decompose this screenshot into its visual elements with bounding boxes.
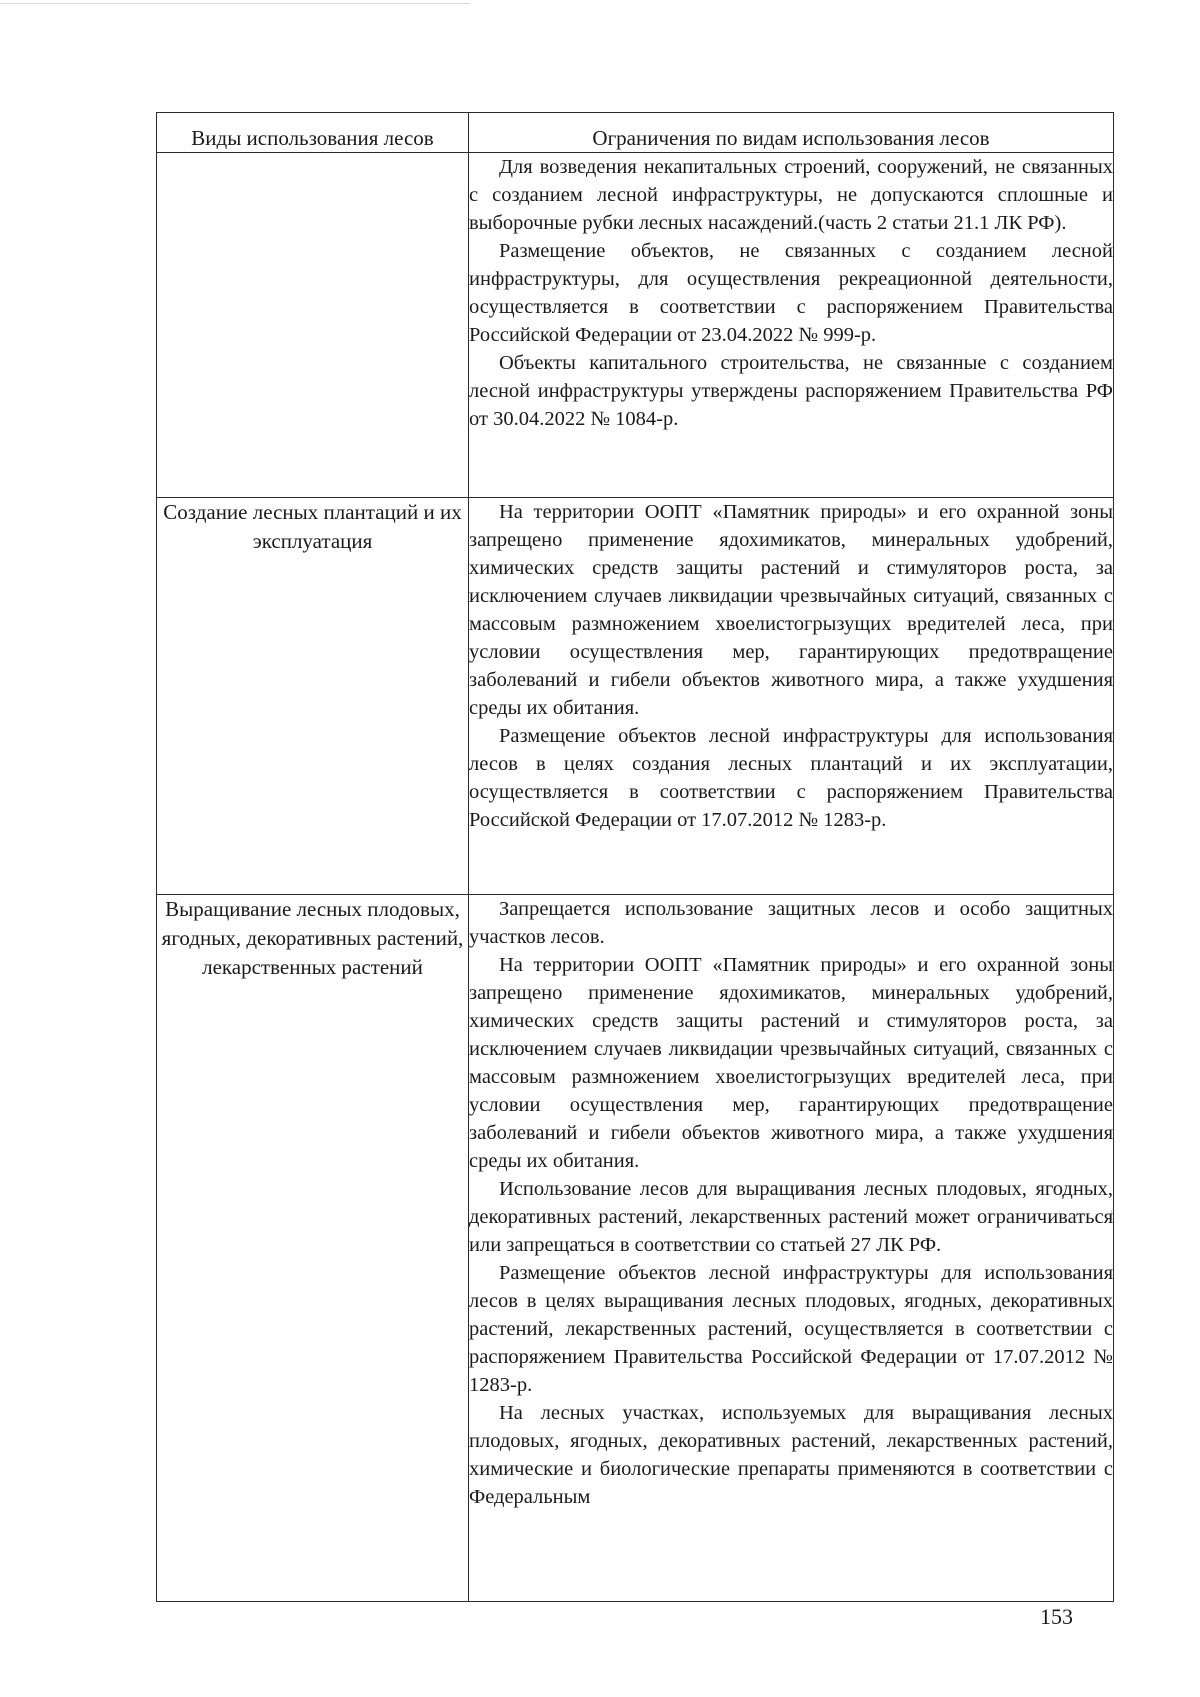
restrictions-cell bbox=[469, 153, 1114, 498]
page-number: 153 bbox=[1040, 1604, 1073, 1629]
table-header-row bbox=[157, 113, 1114, 153]
restriction-paragraph: Размещение объектов лесной инфраструктуры для использования лесов в целях создания лесных плантаций и их эксплуатации, осуществляется в соответствии с распоряжением Правительства Российской Федерации от 17.07.2012 № 1283-р. bbox=[469, 725, 1113, 831]
table-row bbox=[157, 153, 1114, 498]
forest-use-cell: Создание лесных плантаций и их эксплуатация bbox=[157, 498, 469, 895]
table-row bbox=[157, 498, 1114, 895]
restrictions-cell bbox=[469, 895, 1114, 1602]
restriction-paragraph: На территории ООПТ «Памятник природы» и его охранной зоны запрещено применение ядохимикатов, минеральных удобрений, химических средств защиты растений и стимуляторов роста, за исключением случаев ликвидации чрезвычайных ситуаций, связанных с массовым размножением хвоелистогрызущих вредителей леса, при условии осуществления мер, гарантирующих предотвращение заболеваний и гибели объектов животного мира, а также ухудшения среды их обитания. bbox=[469, 954, 1113, 1172]
restriction-paragraph: Для возведения некапитальных строений, сооружений, не связанных с созданием лесной инфраструктуры, не допускаются сплошные и выборочные рубки лесных насаждений.(часть 2 статьи 21.1 ЛК РФ). bbox=[469, 156, 1113, 234]
restriction-paragraph: Размещение объектов лесной инфраструктуры для использования лесов в целях выращивания лесных плодовых, ягодных, декоративных растений, лекарственных растений, осуществляется в соответствии с распоряжением Правительства Российской Федерации от 17.07.2012 № 1283-р. bbox=[469, 1262, 1113, 1396]
restriction-paragraph: Использование лесов для выращивания лесных плодовых, ягодных, декоративных растений, лекарственных растений может ограничиваться или запрещаться в соответствии со статьей 27 ЛК РФ. bbox=[469, 1178, 1113, 1256]
restriction-paragraph: На территории ООПТ «Памятник природы» и его охранной зоны запрещено применение ядохимикатов, минеральных удобрений, химических средств защиты растений и стимуляторов роста, за исключением случаев ликвидации чрезвычайных ситуаций, связанных с массовым размножением хвоелистогрызущих вредителей леса, при условии осуществления мер, гарантирующих предотвращение заболеваний и гибели объектов животного мира, а также ухудшения среды их обитания. bbox=[469, 501, 1113, 719]
forest-use-restrictions-table bbox=[156, 112, 1114, 1602]
header-forest-use-types: Виды использования лесов bbox=[157, 113, 469, 153]
scan-artifact-line bbox=[0, 3, 470, 4]
restrictions-cell bbox=[469, 498, 1114, 895]
restriction-paragraph: На лесных участках, используемых для выращивания лесных плодовых, ягодных, декоративных растений, лекарственных растений, химические и биологические препараты применяются в соответствии с Федеральным bbox=[469, 1402, 1113, 1508]
forest-use-cell: Выращивание лесных плодовых, ягодных, декоративных растений, лекарственных растений bbox=[157, 895, 469, 1602]
header-restrictions: Ограничения по видам использования лесов bbox=[469, 113, 1114, 153]
forest-use-cell bbox=[157, 153, 469, 498]
restriction-paragraph: Размещение объектов, не связанных с созданием лесной инфраструктуры, для осуществления рекреационной деятельности, осуществляется в соответствии с распоряжением Правительства Российской Федерации от 23.04.2022 № 999-р. bbox=[469, 240, 1113, 346]
table-row bbox=[157, 895, 1114, 1602]
restriction-paragraph: Объекты капитального строительства, не связанные с созданием лесной инфраструктуры утверждены распоряжением Правительства РФ от 30.04.2022 № 1084-р. bbox=[469, 352, 1113, 430]
restriction-paragraph: Запрещается использование защитных лесов и особо защитных участков лесов. bbox=[469, 898, 1113, 948]
